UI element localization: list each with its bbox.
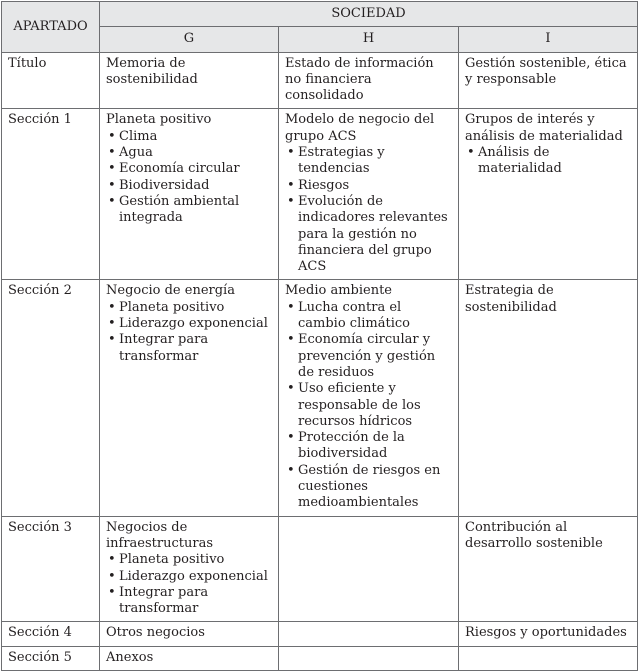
bullet-list: [106, 300, 272, 365]
header-column-i: I: [459, 27, 638, 52]
bullet-list: [106, 129, 272, 227]
cell-title: Riesgos y oportunidades: [465, 625, 627, 641]
table-row: [2, 52, 638, 109]
bullet-list: [285, 300, 452, 512]
table-cell: [279, 516, 459, 622]
bullet-item: • Riesgos: [285, 178, 452, 194]
row-label: Sección 3: [2, 516, 100, 622]
cell-title: Planeta positivo: [106, 112, 212, 128]
header-sociedad: SOCIEDAD: [100, 2, 638, 27]
cell-title: Otros negocios: [106, 625, 205, 641]
document-table-wrapper: [1, 1, 638, 671]
cell-title: Negocio de energía: [106, 283, 235, 299]
bullet-list: [465, 145, 631, 178]
cell-title: Medio ambiente: [285, 283, 392, 299]
cell-title: Gestión sostenible, ética y responsable: [465, 55, 627, 87]
table-cell: [459, 622, 638, 646]
bullet-item: • Gestión ambiental integrada: [106, 194, 272, 227]
table-cell: [279, 280, 459, 516]
table-cell: [459, 646, 638, 670]
bullet-item: • Estrategias y tendencias: [285, 145, 452, 178]
header-row-top: [2, 2, 638, 27]
table-cell: [279, 622, 459, 646]
table-cell: [279, 109, 459, 280]
row-label: Título: [2, 52, 100, 109]
cell-title: Modelo de negocio del grupo ACS: [285, 112, 435, 144]
bullet-item: • Economía circular: [106, 161, 272, 177]
table-cell: [100, 646, 279, 670]
table-cell: [100, 622, 279, 646]
table-cell: [100, 52, 279, 109]
bullet-item: • Planeta positivo: [106, 552, 272, 568]
table-cell: [279, 52, 459, 109]
bullet-item: • Protección de la biodiversidad: [285, 430, 452, 463]
row-label: Sección 1: [2, 109, 100, 280]
table-cell: [100, 109, 279, 280]
bullet-item: • Análisis de materialidad: [465, 145, 631, 178]
table-cell: [459, 516, 638, 622]
table-cell: [100, 516, 279, 622]
header-column-h: H: [279, 27, 459, 52]
table-cell: [100, 280, 279, 516]
header-apartado: APARTADO: [2, 2, 100, 53]
bullet-list: [106, 552, 272, 617]
cell-title: Grupos de interés y análisis de materialidad: [465, 112, 623, 144]
bullet-item: • Planeta positivo: [106, 300, 272, 316]
cell-title: Memoria de sostenibilidad: [106, 55, 198, 87]
table-cell: [279, 646, 459, 670]
cell-title: Estado de información no financiera consolidado: [285, 55, 434, 104]
row-label: Sección 5: [2, 646, 100, 670]
table-cell: [459, 109, 638, 280]
table-cell: [459, 52, 638, 109]
table-row: [2, 280, 638, 516]
bullet-item: • Biodiversidad: [106, 178, 272, 194]
bullet-item: • Lucha contra el cambio climático: [285, 300, 452, 333]
table-body: [2, 52, 638, 670]
bullet-item: • Integrar para transformar: [106, 585, 272, 618]
bullet-list: [285, 145, 452, 275]
cell-title: Anexos: [106, 649, 154, 665]
table-row: [2, 646, 638, 670]
row-label: Sección 4: [2, 622, 100, 646]
bullet-item: • Integrar para transformar: [106, 332, 272, 365]
table-cell: [459, 280, 638, 516]
table-row: [2, 622, 638, 646]
bullet-item: • Liderazgo exponencial: [106, 569, 272, 585]
cell-title: Contribución al desarrollo sostenible: [465, 519, 603, 551]
comparison-table: [1, 1, 638, 671]
bullet-item: • Clima: [106, 129, 272, 145]
bullet-item: • Uso eficiente y responsable de los recursos hídricos: [285, 381, 452, 430]
bullet-item: • Gestión de riesgos en cuestiones medioambientales: [285, 463, 452, 512]
row-label: Sección 2: [2, 280, 100, 516]
bullet-item: • Liderazgo exponencial: [106, 316, 272, 332]
bullet-item: • Agua: [106, 145, 272, 161]
bullet-item: • Economía circular y prevención y gestión de residuos: [285, 332, 452, 381]
cell-title: Negocios de infraestructuras: [106, 519, 213, 551]
cell-title: Estrategia de sostenibilidad: [465, 283, 557, 315]
bullet-item: • Evolución de indicadores relevantes para la gestión no financiera del grupo ACS: [285, 194, 452, 275]
table-row: [2, 109, 638, 280]
table-row: [2, 516, 638, 622]
header-column-g: G: [100, 27, 279, 52]
